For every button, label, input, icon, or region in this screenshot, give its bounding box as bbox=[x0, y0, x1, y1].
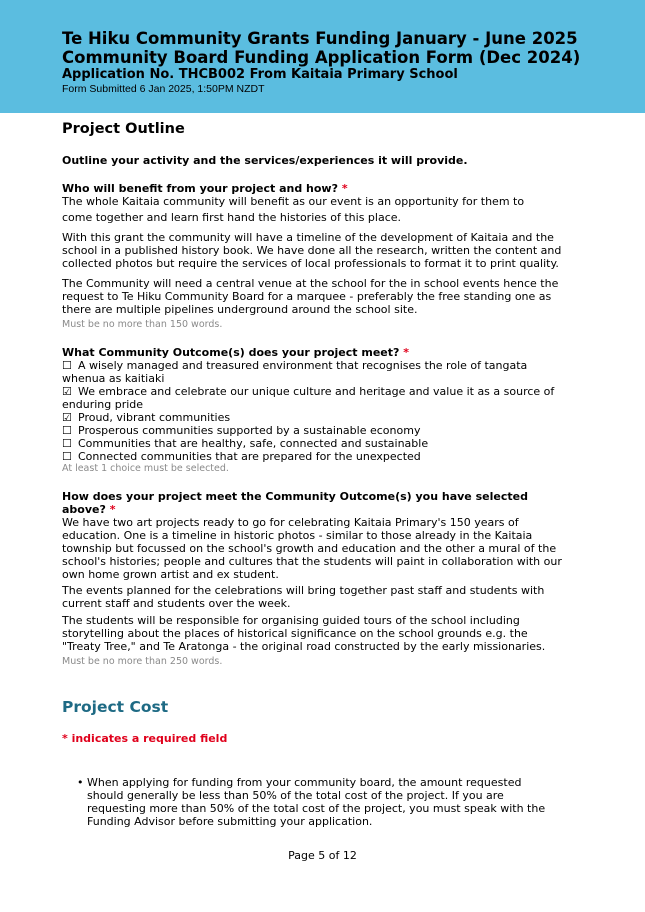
question-label: above? * bbox=[62, 503, 116, 516]
checkbox-unchecked-icon: ☐ bbox=[62, 424, 72, 437]
section-heading-cost: Project Cost bbox=[62, 698, 169, 716]
outcome-option: ☐ Communities that are healthy, safe, connected and sustainable bbox=[62, 437, 429, 450]
bullet-icon: • bbox=[77, 776, 84, 789]
form-title-line2: Community Board Funding Application Form (Dec 2024) bbox=[62, 48, 581, 67]
required-field-note: * indicates a required field bbox=[62, 732, 228, 745]
outcome-option: ☐ Connected communities that are prepared for the unexpected bbox=[62, 450, 421, 463]
required-mark: * bbox=[403, 346, 409, 359]
word-limit-hint: Must be no more than 250 words. bbox=[62, 656, 223, 667]
answer-paragraph: The Community will need a central venue at the school for the in school events hence the request to Te Hiku Community Board for a marquee - preferably the free standing one as there are multiple pipelines underground around the school site. bbox=[62, 277, 559, 316]
application-number: Application No. THCB002 From Kaitaia Primary School bbox=[62, 67, 458, 82]
question-label: Who will benefit from your project and how? * bbox=[62, 182, 348, 195]
checkbox-unchecked-icon: ☐ bbox=[62, 359, 72, 372]
form-title-line1: Te Hiku Community Grants Funding January - June 2025 bbox=[62, 29, 578, 48]
section-heading-outline: Project Outline bbox=[62, 121, 185, 137]
checkbox-checked-icon: ☑ bbox=[62, 411, 72, 424]
outcome-option: ☑ We embrace and celebrate our unique culture and heritage and value it as a source of enduring pride bbox=[62, 385, 555, 411]
word-limit-hint: Must be no more than 150 words. bbox=[62, 319, 223, 330]
checkbox-unchecked-icon: ☐ bbox=[62, 437, 72, 450]
outcome-option: ☑ Proud, vibrant communities bbox=[62, 411, 231, 424]
required-mark: * bbox=[341, 182, 348, 195]
answer-line: come together and learn first hand the histories of this place. bbox=[62, 211, 402, 224]
page-number: Page 5 of 12 bbox=[288, 849, 357, 862]
answer-line: The whole Kaitaia community will benefit as our event is an opportunity for them to bbox=[62, 195, 525, 208]
outcome-option: ☐ A wisely managed and treasured environment that recognises the role of tangata whenua as kaitiaki bbox=[62, 359, 528, 385]
answer-paragraph: We have two art projects ready to go for celebrating Kaitaia Primary's 150 years of education. One is a timeline in historic photos - similar to those already in the Kaitaia township but focussed on the school's growth and education and the other a mural of the school's histories; people and cultures that the students will paint in collaboration with our own home grown artist and ex student. bbox=[62, 516, 562, 581]
outcome-option: ☐ Prosperous communities supported by a sustainable economy bbox=[62, 424, 421, 437]
form-header bbox=[0, 0, 645, 113]
checkbox-unchecked-icon: ☐ bbox=[62, 450, 72, 463]
selection-hint: At least 1 choice must be selected. bbox=[62, 463, 229, 474]
answer-paragraph: With this grant the community will have a timeline of the development of Kaitaia and the school in a published history book. We have done all the research, written the content and collected photos but require the services of local professionals to format it to print quality. bbox=[62, 231, 562, 270]
answer-paragraph: The events planned for the celebrations will bring together past staff and students with current staff and students over the week. bbox=[62, 584, 545, 610]
checkbox-checked-icon: ☑ bbox=[62, 385, 72, 398]
question-label: How does your project meet the Community Outcome(s) you have selected bbox=[62, 490, 528, 503]
answer-paragraph: The students will be responsible for organising guided tours of the school including storytelling about the places of historical significance on the school grounds e.g. the "Treaty Tree," and Te Aratonga - the original road constructed by the early missionaries. bbox=[62, 614, 546, 653]
funding-guidance-item: • When applying for funding from your community board, the amount requested should generally be less than 50% of the total cost of the project. If you are requesting more than 50% of the total cost of the project, you must speak with the Funding Advisor before submitting your application. bbox=[77, 776, 546, 828]
required-mark: * bbox=[109, 503, 116, 516]
question-label: What Community Outcome(s) does your project meet? * bbox=[62, 346, 409, 359]
section-intro: Outline your activity and the services/experiences it will provide. bbox=[62, 154, 468, 167]
submitted-timestamp: Form Submitted 6 Jan 2025, 1:50PM NZDT bbox=[62, 83, 265, 95]
